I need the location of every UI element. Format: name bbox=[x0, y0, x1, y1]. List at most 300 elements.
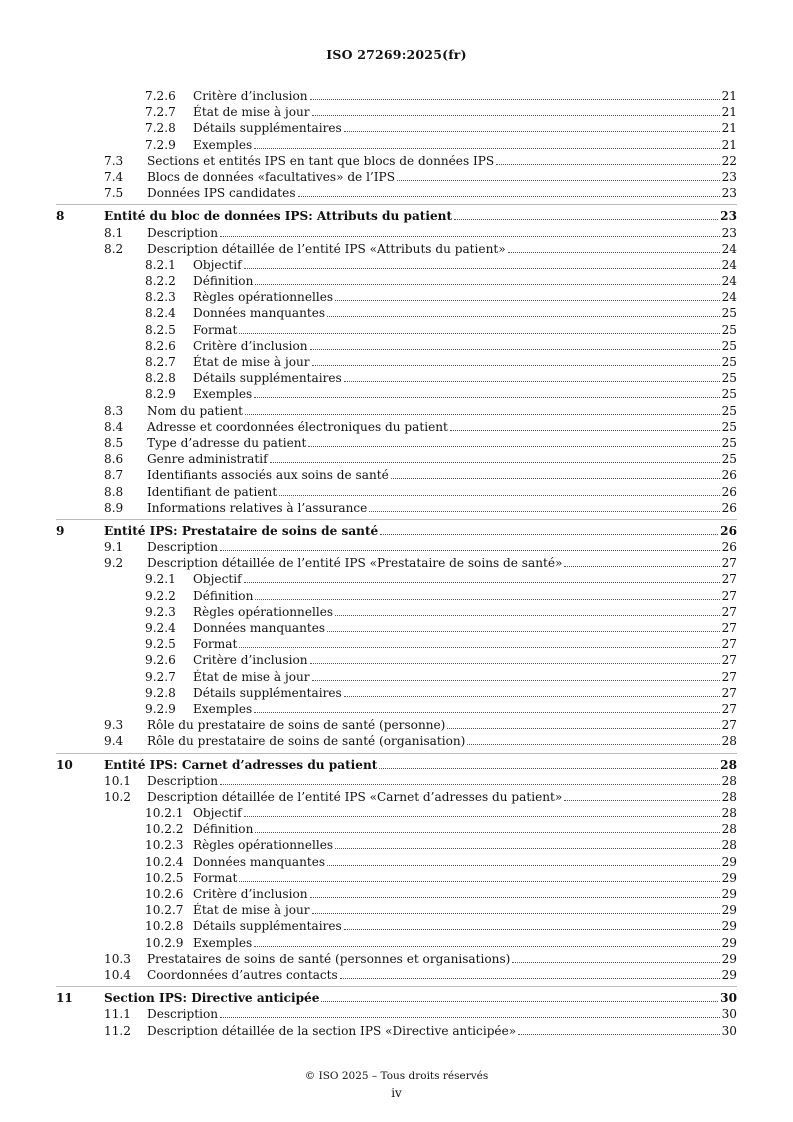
toc-page-number: 25 bbox=[721, 371, 737, 386]
toc-dot-leader bbox=[344, 929, 720, 930]
toc-entry bbox=[193, 805, 737, 821]
toc-page-number: 27 bbox=[721, 685, 737, 700]
toc-number: 7.2.8 bbox=[145, 121, 176, 136]
toc-title: État de mise à jour bbox=[193, 903, 310, 918]
toc-number: 9.2.4 bbox=[145, 621, 176, 635]
toc-dot-leader bbox=[310, 897, 720, 898]
toc-entry-row[interactable] bbox=[0, 338, 793, 354]
toc-entry-row[interactable] bbox=[0, 555, 793, 571]
toc-title: Description bbox=[147, 540, 219, 555]
toc-number: 11.2 bbox=[104, 1023, 131, 1038]
toc-number: 9.2.9 bbox=[145, 701, 176, 716]
toc-entry-row[interactable] bbox=[0, 837, 793, 853]
toc-number: 11.1 bbox=[104, 1007, 131, 1022]
toc-page-number: 29 bbox=[721, 887, 737, 901]
toc-page-number: 25 bbox=[721, 435, 737, 450]
toc-dot-leader bbox=[518, 1034, 719, 1035]
toc-number: 10.2.7 bbox=[145, 903, 184, 918]
toc-page-number: 23 bbox=[721, 186, 737, 201]
toc-page-number: 24 bbox=[721, 274, 737, 289]
toc-entry-row[interactable] bbox=[0, 733, 793, 749]
toc-page-number: 25 bbox=[721, 355, 737, 369]
toc-entry-row[interactable] bbox=[0, 241, 793, 257]
toc-entry bbox=[193, 636, 737, 652]
toc-number: 9.2 bbox=[104, 556, 124, 571]
toc-dot-leader bbox=[310, 99, 720, 100]
toc-entry-row[interactable] bbox=[0, 935, 793, 951]
toc-dot-leader bbox=[312, 115, 720, 116]
toc-page-number: 28 bbox=[721, 789, 737, 804]
toc-page-number: 26 bbox=[721, 540, 737, 555]
toc-page-number: 24 bbox=[721, 241, 737, 256]
toc-dot-leader bbox=[327, 631, 719, 632]
toc-page-number: 22 bbox=[721, 153, 737, 168]
toc-chapter-row[interactable] bbox=[0, 990, 793, 1006]
toc-entry bbox=[193, 120, 737, 136]
toc-page-number: 27 bbox=[721, 621, 737, 635]
toc-entry bbox=[147, 241, 737, 257]
toc-page-number: 29 bbox=[721, 951, 737, 966]
toc-page-number: 27 bbox=[721, 637, 737, 652]
toc-title: Rôle du prestataire de soins de santé (organisation) bbox=[147, 734, 466, 749]
toc-entry-row[interactable] bbox=[0, 918, 793, 934]
toc-number: 8.2.6 bbox=[145, 338, 176, 353]
toc-dot-leader bbox=[220, 550, 720, 551]
toc-title: Adresse et coordonnées électroniques du patient bbox=[147, 419, 448, 434]
toc-dot-leader bbox=[391, 478, 720, 479]
toc-number: 11 bbox=[56, 991, 73, 1006]
toc-entry-row[interactable] bbox=[0, 870, 793, 886]
toc-title: Définition bbox=[193, 588, 254, 603]
toc-entry-row[interactable] bbox=[0, 451, 793, 467]
toc-page-number: 21 bbox=[721, 137, 737, 152]
toc-page-number: 21 bbox=[721, 105, 737, 120]
toc-entry bbox=[147, 467, 737, 483]
toc-dot-leader bbox=[298, 196, 720, 197]
toc-number: 8.2.1 bbox=[145, 257, 176, 272]
toc-title: Description bbox=[147, 225, 219, 240]
toc-number: 7.3 bbox=[104, 153, 124, 168]
toc-entry-row[interactable] bbox=[0, 967, 793, 983]
toc-title: Identifiants associés aux soins de santé bbox=[147, 468, 389, 483]
toc-number: 9.2.1 bbox=[145, 572, 176, 587]
toc-entry bbox=[147, 185, 737, 201]
toc-dot-leader bbox=[369, 511, 719, 512]
toc-number: 8.1 bbox=[104, 225, 124, 240]
toc-entry-row[interactable] bbox=[0, 467, 793, 483]
toc-entry-row[interactable] bbox=[0, 305, 793, 321]
toc-entry bbox=[193, 273, 737, 289]
toc-number: 8.3 bbox=[104, 403, 124, 418]
toc-page-number: 26 bbox=[721, 468, 737, 483]
toc-entry bbox=[193, 652, 737, 668]
toc-dot-leader bbox=[310, 349, 720, 350]
toc-entry bbox=[193, 669, 737, 685]
toc-entry-row[interactable] bbox=[0, 273, 793, 289]
toc-number: 7.4 bbox=[104, 169, 124, 184]
toc-entry bbox=[193, 588, 737, 604]
toc-entry-row[interactable] bbox=[0, 805, 793, 821]
toc-dot-leader bbox=[454, 219, 718, 220]
toc-number: 10.3 bbox=[104, 951, 131, 966]
toc-page-number: 28 bbox=[721, 806, 737, 821]
toc-entry bbox=[147, 967, 737, 983]
toc-number: 9.2.6 bbox=[145, 653, 176, 668]
toc-title: Prestataires de soins de santé (personnes et organisations) bbox=[147, 951, 511, 966]
toc-number: 8.9 bbox=[104, 500, 124, 515]
toc-dot-leader bbox=[239, 881, 719, 882]
toc-number: 10.2.9 bbox=[145, 935, 184, 950]
toc-divider bbox=[56, 204, 737, 205]
toc-title: Format bbox=[193, 637, 238, 652]
toc-entry-row[interactable] bbox=[0, 403, 793, 419]
toc-entry-row[interactable] bbox=[0, 484, 793, 500]
toc-title: Objectif bbox=[193, 257, 242, 272]
toc-dot-leader bbox=[344, 381, 720, 382]
toc-page-number: 24 bbox=[721, 257, 737, 272]
toc-dot-leader bbox=[254, 712, 719, 713]
toc-dot-leader bbox=[255, 599, 719, 600]
toc-entry-row[interactable] bbox=[0, 951, 793, 967]
toc-title: Définition bbox=[193, 822, 254, 837]
toc-dot-leader bbox=[245, 414, 720, 415]
toc-entry bbox=[147, 451, 737, 467]
toc-dot-leader bbox=[244, 816, 720, 817]
toc-entry bbox=[147, 484, 737, 500]
toc-dot-leader bbox=[220, 1017, 720, 1018]
toc-dot-leader bbox=[344, 131, 720, 132]
toc-entry-row[interactable] bbox=[0, 120, 793, 136]
toc-entry-row[interactable] bbox=[0, 669, 793, 685]
toc-number: 9.4 bbox=[104, 734, 124, 749]
toc-entry-row[interactable] bbox=[0, 153, 793, 169]
toc-number: 9.2.8 bbox=[145, 685, 176, 700]
toc-title: Format bbox=[193, 870, 238, 885]
toc-title: Données manquantes bbox=[193, 621, 326, 635]
toc-title: Nom du patient bbox=[147, 403, 244, 418]
toc-entry-row[interactable] bbox=[0, 370, 793, 386]
toc-page-number: 28 bbox=[721, 838, 737, 853]
toc-entry-row[interactable] bbox=[0, 652, 793, 668]
toc-divider bbox=[56, 519, 737, 520]
toc-entry-row[interactable] bbox=[0, 789, 793, 805]
toc-title: Entité du bloc de données IPS: Attributs du patient bbox=[104, 209, 453, 224]
toc-dot-leader bbox=[255, 832, 719, 833]
toc-page-number: 28 bbox=[720, 757, 737, 772]
toc-dot-leader bbox=[512, 962, 719, 963]
toc-dot-leader bbox=[310, 663, 720, 664]
toc-page-number: 25 bbox=[721, 403, 737, 418]
toc-entry-row[interactable] bbox=[0, 539, 793, 555]
toc-entry bbox=[193, 386, 737, 402]
toc-number: 10.2.2 bbox=[145, 822, 184, 837]
toc-entry-row[interactable] bbox=[0, 636, 793, 652]
toc-number: 8.2.3 bbox=[145, 290, 176, 305]
toc-entry-row[interactable] bbox=[0, 886, 793, 902]
toc-entry bbox=[193, 305, 737, 321]
toc-entry bbox=[193, 902, 737, 918]
toc-title: Détails supplémentaires bbox=[193, 121, 342, 136]
toc-title: Entité IPS: Prestataire de soins de santé bbox=[104, 523, 379, 538]
copyright-notice: © ISO 2025 – Tous droits réservés bbox=[304, 1070, 489, 1082]
toc-entry bbox=[104, 523, 737, 539]
toc-page-number: 25 bbox=[721, 322, 737, 337]
toc-entry-row[interactable] bbox=[0, 88, 793, 104]
toc-dot-leader bbox=[279, 495, 719, 496]
toc-title: Critère d’inclusion bbox=[193, 89, 308, 103]
toc-title: Rôle du prestataire de soins de santé (personne) bbox=[147, 718, 446, 733]
toc-title: Identifiant de patient bbox=[147, 484, 278, 499]
toc-entry-row[interactable] bbox=[0, 169, 793, 185]
toc-entry-row[interactable] bbox=[0, 773, 793, 789]
toc-entry bbox=[193, 257, 737, 273]
toc-number: 7.2.6 bbox=[145, 89, 176, 103]
toc-page-number: 26 bbox=[721, 500, 737, 515]
toc-number: 9.1 bbox=[104, 540, 124, 555]
toc-entry-row[interactable] bbox=[0, 821, 793, 837]
toc-title: Sections et entités IPS en tant que blocs de données IPS bbox=[147, 153, 495, 168]
toc-dot-leader bbox=[496, 164, 719, 165]
toc-dot-leader bbox=[254, 148, 719, 149]
toc-entry bbox=[147, 403, 737, 419]
toc-dot-leader bbox=[467, 744, 719, 745]
toc-entry-row[interactable] bbox=[0, 354, 793, 370]
toc-entry bbox=[193, 88, 737, 104]
toc-number: 8.2.2 bbox=[145, 274, 176, 289]
toc-page-number: 27 bbox=[721, 701, 737, 716]
toc-title: Exemples bbox=[193, 701, 253, 716]
toc-entry bbox=[147, 733, 737, 749]
toc-title: Détails supplémentaires bbox=[193, 685, 342, 700]
toc-page-number: 23 bbox=[721, 225, 737, 240]
toc-page-number: 29 bbox=[721, 935, 737, 950]
toc-dot-leader bbox=[254, 397, 719, 398]
toc-dot-leader bbox=[340, 978, 720, 979]
toc-number: 10.2.8 bbox=[145, 919, 184, 934]
toc-entry-row[interactable] bbox=[0, 419, 793, 435]
toc-dot-leader bbox=[327, 316, 719, 317]
toc-title: Objectif bbox=[193, 572, 242, 587]
toc-entry bbox=[193, 620, 737, 636]
toc-page-number: 21 bbox=[721, 121, 737, 136]
toc-page-number: 30 bbox=[721, 1007, 737, 1022]
toc-entry-row[interactable] bbox=[0, 620, 793, 636]
toc-entry bbox=[147, 555, 737, 571]
toc-number: 8.5 bbox=[104, 435, 124, 450]
toc-divider bbox=[56, 986, 737, 987]
toc-entry-row[interactable] bbox=[0, 289, 793, 305]
toc-page-number: 29 bbox=[721, 854, 737, 869]
toc-title: Entité IPS: Carnet d’adresses du patient bbox=[104, 757, 378, 772]
toc-entry-row[interactable] bbox=[0, 717, 793, 733]
toc-number: 8.2.5 bbox=[145, 322, 176, 337]
toc-entry-row[interactable] bbox=[0, 902, 793, 918]
toc-page-number: 25 bbox=[721, 452, 737, 467]
toc-title: Description détaillée de l’entité IPS «Attributs du patient» bbox=[147, 241, 506, 256]
toc-entry-row[interactable] bbox=[0, 1006, 793, 1022]
toc-entry-row[interactable] bbox=[0, 701, 793, 717]
toc-page-number: 27 bbox=[721, 718, 737, 733]
toc-entry bbox=[193, 338, 737, 354]
toc-title: État de mise à jour bbox=[193, 355, 310, 369]
toc-dot-leader bbox=[239, 333, 719, 334]
toc-entry bbox=[193, 685, 737, 701]
toc-page-number: 26 bbox=[721, 484, 737, 499]
toc-chapter-row[interactable] bbox=[0, 757, 793, 773]
toc-title: Règles opérationnelles bbox=[193, 604, 334, 619]
toc-title: Coordonnées d’autres contacts bbox=[147, 967, 338, 982]
toc-entry-row[interactable] bbox=[0, 1023, 793, 1039]
toc-entry bbox=[104, 208, 737, 224]
toc-page-number: 25 bbox=[721, 338, 737, 353]
toc-number: 7.2.9 bbox=[145, 137, 176, 152]
toc-dot-leader bbox=[312, 913, 720, 914]
toc-dot-leader bbox=[220, 236, 720, 237]
toc-entry-row[interactable] bbox=[0, 257, 793, 273]
toc-number: 10.2.1 bbox=[145, 806, 184, 821]
toc-entry bbox=[147, 539, 737, 555]
toc-page-number: 25 bbox=[721, 387, 737, 402]
toc-dot-leader bbox=[312, 365, 720, 366]
toc-entry bbox=[193, 821, 737, 837]
toc-page-number: 30 bbox=[721, 1023, 737, 1038]
toc-title: Définition bbox=[193, 274, 254, 289]
toc-entry bbox=[193, 289, 737, 305]
toc-page-number: 25 bbox=[721, 306, 737, 321]
toc-entry bbox=[147, 500, 737, 516]
toc-page-number: 23 bbox=[720, 209, 737, 224]
toc-page-number: 30 bbox=[720, 991, 737, 1006]
toc-entry bbox=[193, 571, 737, 587]
toc-entry-row[interactable] bbox=[0, 571, 793, 587]
toc-number: 9.2.2 bbox=[145, 588, 176, 603]
toc-dot-leader bbox=[564, 566, 719, 567]
toc-entry-row[interactable] bbox=[0, 588, 793, 604]
toc-entry-row[interactable] bbox=[0, 604, 793, 620]
toc-entry bbox=[193, 354, 737, 370]
toc-number: 8.2.4 bbox=[145, 306, 176, 321]
toc-dot-leader bbox=[255, 284, 719, 285]
toc-chapter-row[interactable] bbox=[0, 208, 793, 224]
toc-entry bbox=[193, 870, 737, 886]
toc-number: 10.2.6 bbox=[145, 887, 184, 901]
toc-entry-row[interactable] bbox=[0, 435, 793, 451]
toc-entry bbox=[147, 789, 737, 805]
toc-number: 8.2 bbox=[104, 241, 124, 256]
toc-page-number: 27 bbox=[721, 604, 737, 619]
toc-dot-leader bbox=[564, 800, 719, 801]
toc-entry bbox=[193, 104, 737, 120]
toc-number: 8 bbox=[56, 209, 65, 224]
toc-chapter-row[interactable] bbox=[0, 523, 793, 539]
toc-number: 9.3 bbox=[104, 718, 124, 733]
toc-page-number: 25 bbox=[721, 419, 737, 434]
toc-title: Section IPS: Directive anticipée bbox=[104, 991, 320, 1006]
document-header: ISO 27269:2025(fr) bbox=[326, 47, 467, 62]
toc-dot-leader bbox=[447, 728, 719, 729]
toc-dot-leader bbox=[239, 647, 719, 648]
toc-dot-leader bbox=[254, 946, 719, 947]
toc-number: 8.7 bbox=[104, 468, 124, 483]
toc-number: 8.2.9 bbox=[145, 387, 176, 402]
toc-entry bbox=[193, 604, 737, 620]
toc-number: 8.2.8 bbox=[145, 371, 176, 386]
toc-dot-leader bbox=[450, 430, 720, 431]
toc-page-number: 24 bbox=[721, 290, 737, 305]
toc-number: 9.2.5 bbox=[145, 637, 176, 652]
toc-title: Détails supplémentaires bbox=[193, 919, 342, 934]
toc-title: Description bbox=[147, 773, 219, 788]
toc-dot-leader bbox=[270, 462, 720, 463]
toc-dot-leader bbox=[312, 680, 720, 681]
toc-entry bbox=[147, 419, 737, 435]
toc-entry bbox=[147, 773, 737, 789]
toc-entry bbox=[147, 169, 737, 185]
toc-number: 10.2.5 bbox=[145, 870, 184, 885]
toc-title: Objectif bbox=[193, 806, 242, 821]
toc-entry-row[interactable] bbox=[0, 225, 793, 241]
toc-entry-row[interactable] bbox=[0, 854, 793, 870]
toc-entry bbox=[147, 951, 737, 967]
toc-page-number: 26 bbox=[720, 523, 737, 538]
toc-dot-leader bbox=[335, 848, 720, 849]
toc-page-number: 27 bbox=[721, 669, 737, 684]
toc-title: Règles opérationnelles bbox=[193, 290, 334, 305]
toc-number: 10.2.4 bbox=[145, 854, 184, 869]
toc-title: Données IPS candidates bbox=[147, 186, 296, 201]
page-number: iv bbox=[391, 1086, 402, 1100]
toc-page-number: 29 bbox=[721, 870, 737, 885]
toc-title: Détails supplémentaires bbox=[193, 371, 342, 386]
toc-title: Format bbox=[193, 322, 238, 337]
toc-title: Informations relatives à l’assurance bbox=[147, 500, 368, 515]
toc-entry bbox=[147, 225, 737, 241]
toc-entry bbox=[193, 137, 737, 153]
toc-entry bbox=[104, 757, 737, 773]
toc-entry bbox=[193, 322, 737, 338]
toc-dot-leader bbox=[244, 582, 720, 583]
toc-title: Description détaillée de l’entité IPS «Carnet d’adresses du patient» bbox=[147, 789, 563, 804]
toc-entry-row[interactable] bbox=[0, 386, 793, 402]
toc-dot-leader bbox=[335, 300, 720, 301]
toc-page-number: 29 bbox=[721, 967, 737, 982]
toc-entry-row[interactable] bbox=[0, 500, 793, 516]
toc-entry bbox=[147, 1006, 737, 1022]
toc-number: 9 bbox=[56, 523, 65, 538]
toc-entry bbox=[147, 717, 737, 733]
toc-page-number: 28 bbox=[721, 822, 737, 837]
toc-dot-leader bbox=[327, 865, 719, 866]
toc-title: Description détaillée de la section IPS «Directive anticipée» bbox=[147, 1023, 517, 1038]
toc-number: 10.1 bbox=[104, 773, 131, 788]
toc-page-number: 29 bbox=[721, 903, 737, 918]
toc-dot-leader bbox=[335, 615, 720, 616]
toc-title: Genre administratif bbox=[147, 452, 268, 467]
toc-entry-row[interactable] bbox=[0, 104, 793, 120]
toc-divider bbox=[56, 753, 737, 754]
toc-number: 8.6 bbox=[104, 452, 124, 467]
toc-number: 10.2.3 bbox=[145, 838, 184, 853]
toc-entry-row[interactable] bbox=[0, 685, 793, 701]
toc-title: Règles opérationnelles bbox=[193, 838, 334, 853]
toc-entry-row[interactable] bbox=[0, 185, 793, 201]
toc-entry bbox=[147, 153, 737, 169]
toc-entry bbox=[193, 370, 737, 386]
toc-page-number: 21 bbox=[721, 89, 737, 103]
toc-entry-row[interactable] bbox=[0, 137, 793, 153]
toc-entry bbox=[193, 854, 737, 870]
toc-entry-row[interactable] bbox=[0, 322, 793, 338]
